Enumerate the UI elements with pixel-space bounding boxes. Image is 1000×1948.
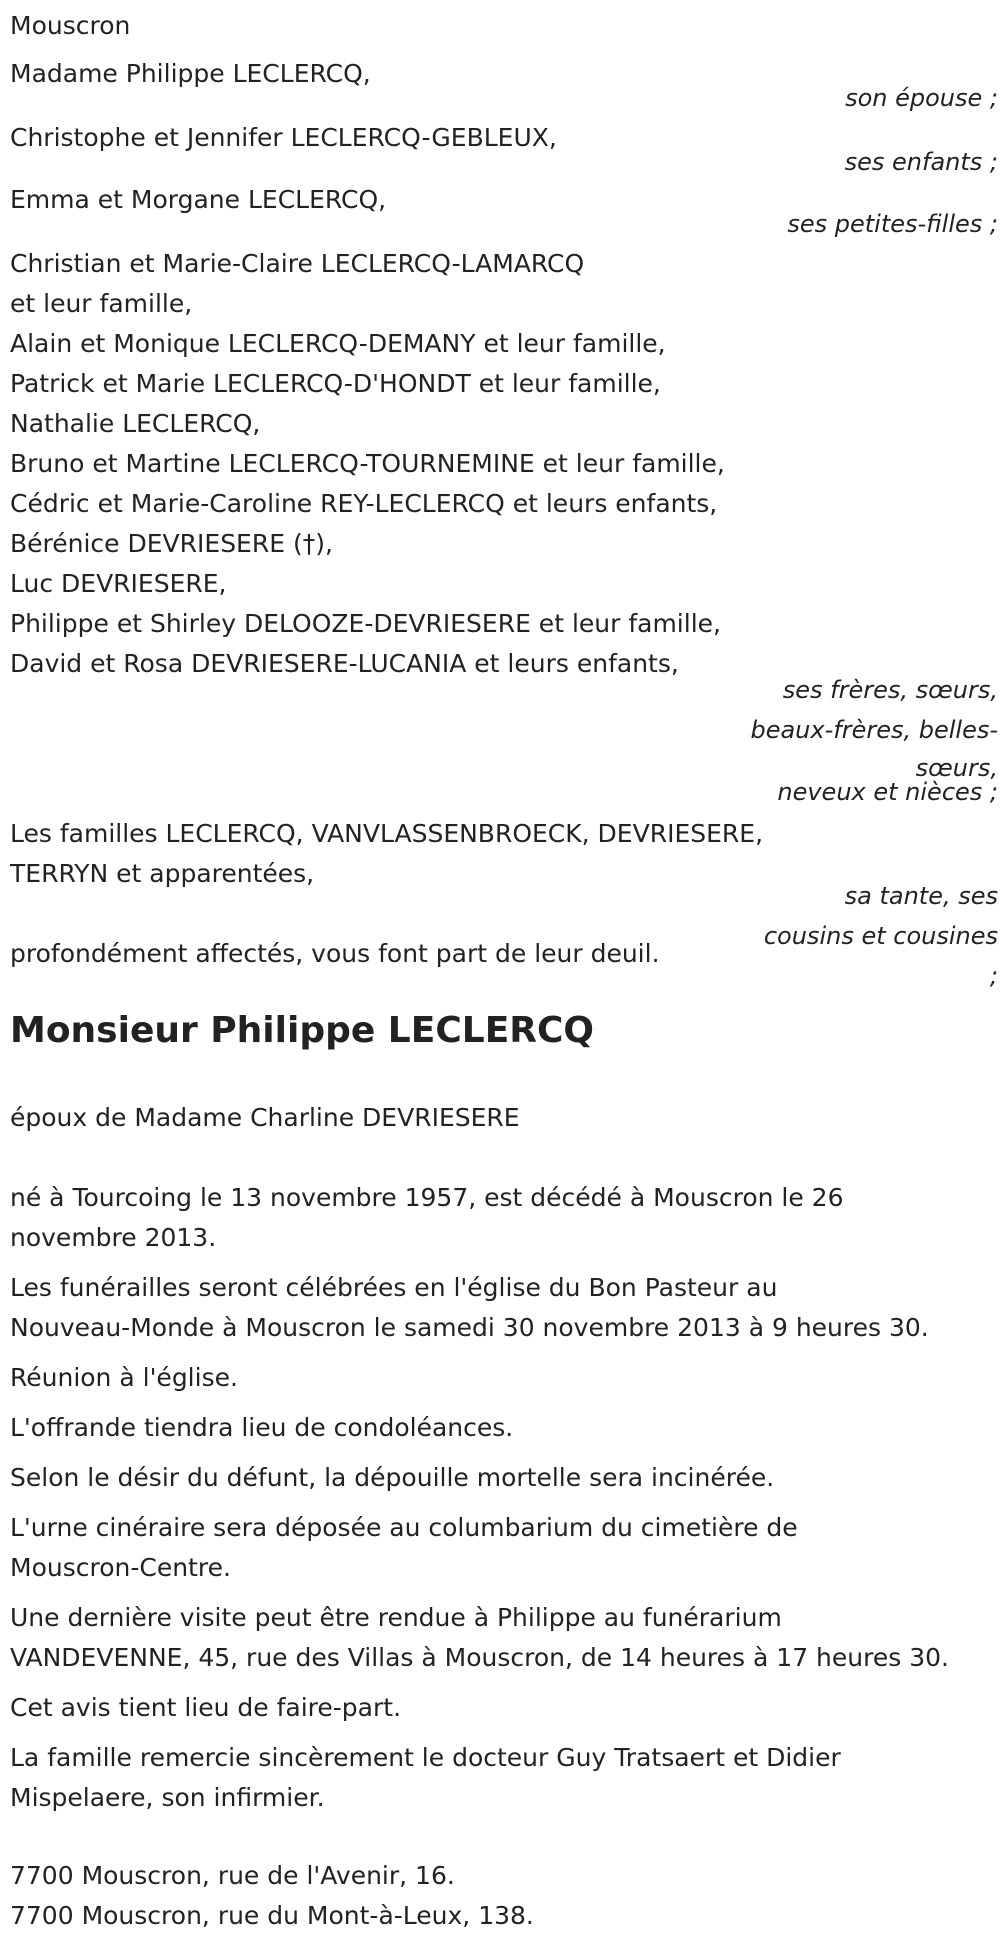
detail-line: La famille remercie sincèrement le docteur Guy Tratsaert et Didier — [10, 1743, 841, 1772]
sibling-line: Alain et Monique LECLERCQ-DEMANY et leur famille, — [10, 329, 666, 358]
siblings-role-line: beaux-frères, belles- — [750, 716, 998, 744]
closing-line: profondément affectés, vous font part de leur deuil. — [10, 939, 660, 968]
detail-line: L'offrande tiendra lieu de condoléances. — [10, 1413, 514, 1442]
address-line: 7700 Mouscron, rue de l'Avenir, 16. — [10, 1861, 455, 1890]
families-role-line: ; — [989, 962, 998, 990]
sibling-line: Nathalie LECLERCQ, — [10, 409, 261, 438]
spouse-name: Madame Philippe LECLERCQ, — [10, 59, 371, 88]
sibling-line: Philippe et Shirley DELOOZE-DEVRIESERE et leur famille, — [10, 609, 721, 638]
locality: Mouscron — [10, 11, 131, 40]
sibling-line: Cédric et Marie-Caroline REY-LECLERCQ et leurs enfants, — [10, 489, 718, 518]
children-role: ses enfants ; — [844, 148, 998, 176]
detail-line: Les funérailles seront célébrées en l'église du Bon Pasteur au — [10, 1273, 778, 1302]
detail-line: Mispelaere, son infirmier. — [10, 1783, 325, 1812]
deceased-name: Monsieur Philippe LECLERCQ — [10, 1010, 595, 1051]
sibling-line: et leur famille, — [10, 289, 193, 318]
sibling-line: Bruno et Martine LECLERCQ-TOURNEMINE et leur famille, — [10, 449, 725, 478]
families-line: TERRYN et apparentées, — [10, 859, 315, 888]
detail-line: Nouveau-Monde à Mouscron le samedi 30 novembre 2013 à 9 heures 30. — [10, 1313, 929, 1342]
siblings-role-line: sœurs, — [915, 754, 998, 782]
siblings-role-line: neveux et nièces ; — [777, 778, 998, 806]
detail-line: novembre 2013. — [10, 1223, 217, 1252]
families-role-line: cousins et cousines — [763, 922, 998, 950]
detail-line: Cet avis tient lieu de faire-part. — [10, 1693, 402, 1722]
families-role-line: sa tante, ses — [844, 882, 998, 910]
detail-line: Réunion à l'église. — [10, 1363, 238, 1392]
sibling-line: Bérénice DEVRIESERE (†), — [10, 529, 333, 558]
spouse-role: son épouse ; — [845, 84, 998, 112]
detail-line: Selon le désir du défunt, la dépouille mortelle sera incinérée. — [10, 1463, 775, 1492]
sibling-line: Luc DEVRIESERE, — [10, 569, 227, 598]
spouse-line: époux de Madame Charline DEVRIESERE — [10, 1103, 520, 1132]
sibling-line: Patrick et Marie LECLERCQ-D'HONDT et leur famille, — [10, 369, 661, 398]
address-line: 7700 Mouscron, rue du Mont-à-Leux, 138. — [10, 1901, 534, 1930]
detail-line: L'urne cinéraire sera déposée au columbarium du cimetière de — [10, 1513, 798, 1542]
families-line: Les familles LECLERCQ, VANVLASSENBROECK, DEVRIESERE, — [10, 819, 764, 848]
detail-line: né à Tourcoing le 13 novembre 1957, est décédé à Mouscron le 26 — [10, 1183, 844, 1212]
children-name: Christophe et Jennifer LECLERCQ-GEBLEUX, — [10, 123, 557, 152]
detail-line: VANDEVENNE, 45, rue des Villas à Mouscron, de 14 heures à 17 heures 30. — [10, 1643, 949, 1672]
grandchildren-role: ses petites-filles ; — [787, 210, 998, 238]
sibling-line: Christian et Marie-Claire LECLERCQ-LAMARCQ — [10, 249, 585, 278]
detail-line: Mouscron-Centre. — [10, 1553, 231, 1582]
grandchildren-name: Emma et Morgane LECLERCQ, — [10, 185, 387, 214]
siblings-role-line: ses frères, sœurs, — [782, 676, 998, 704]
sibling-line: David et Rosa DEVRIESERE-LUCANIA et leurs enfants, — [10, 649, 679, 678]
detail-line: Une dernière visite peut être rendue à Philippe au funérarium — [10, 1603, 782, 1632]
